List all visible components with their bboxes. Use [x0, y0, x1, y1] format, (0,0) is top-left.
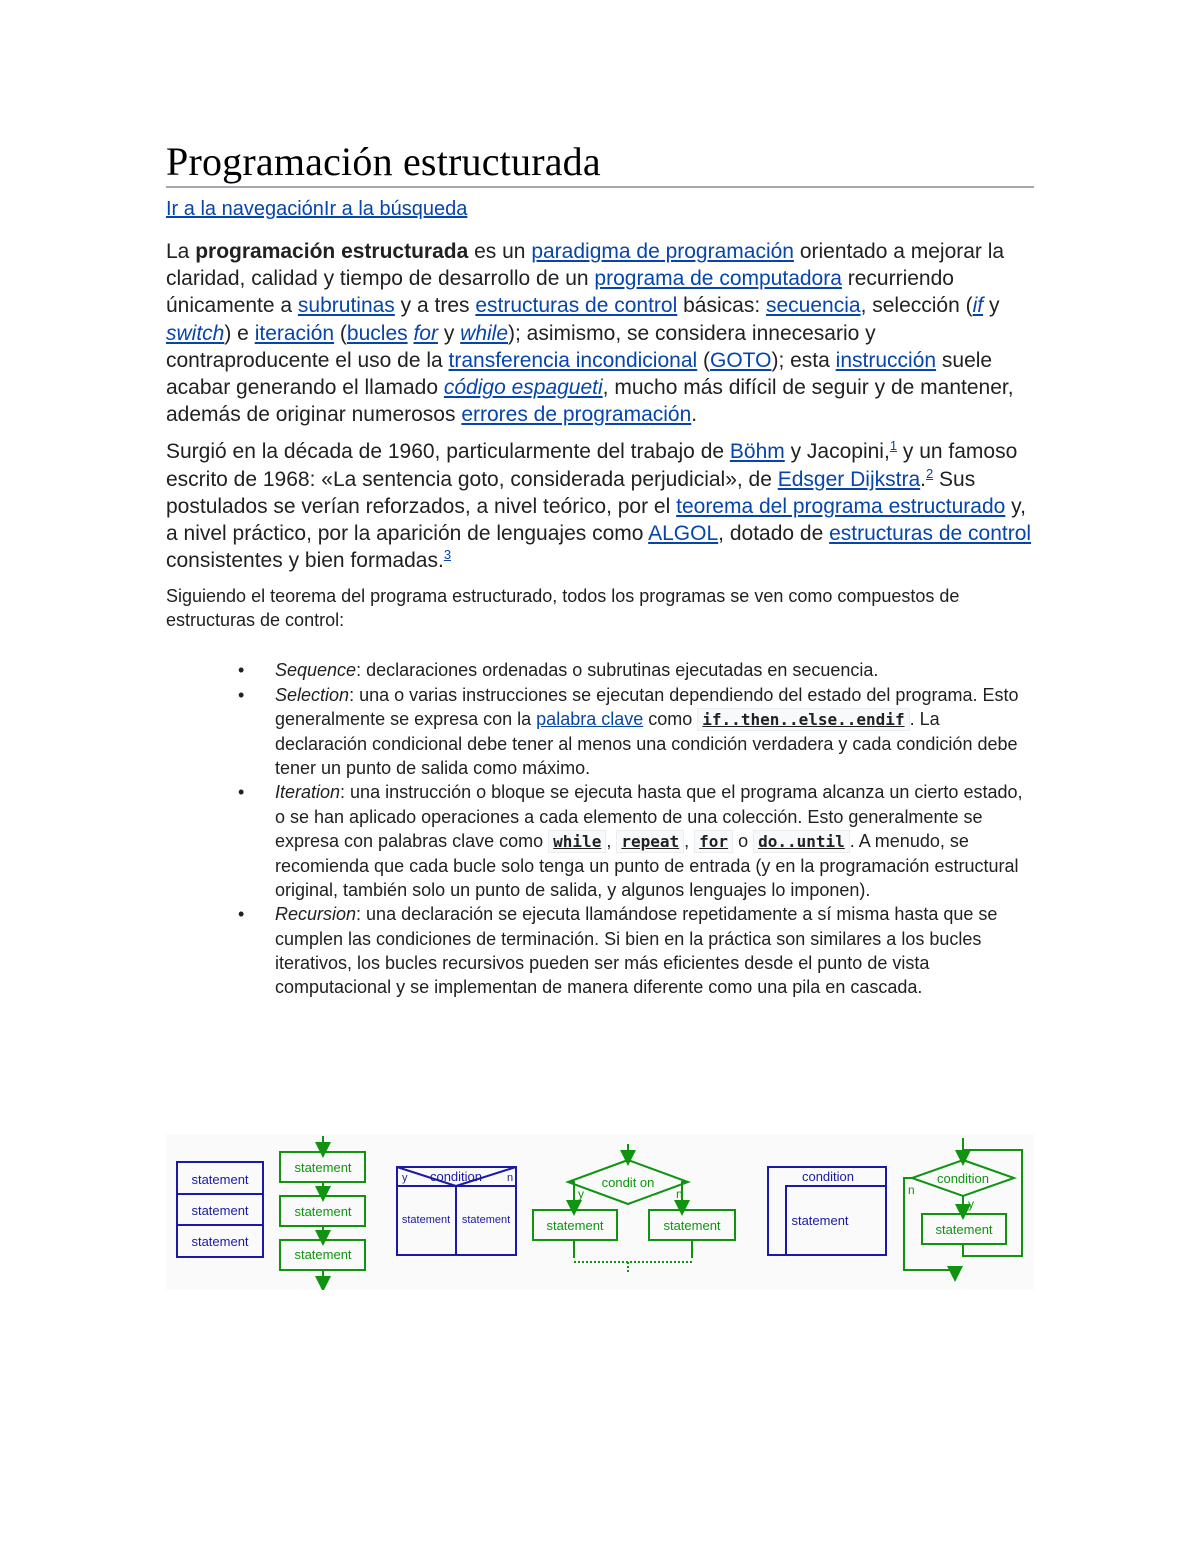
jump-to-search-link[interactable]: Ir a la búsqueda: [323, 198, 468, 220]
code-while[interactable]: while: [548, 830, 606, 853]
text: básicas:: [677, 294, 766, 318]
text: , mucho más difícil de seguir y de mantener, además de originar numerosos: [166, 376, 1014, 427]
link-bucles[interactable]: bucles: [346, 321, 408, 345]
bold-term: programación estructurada: [195, 240, 469, 263]
link-for[interactable]: for: [413, 321, 438, 345]
link-paradigma[interactable]: paradigma de programación: [531, 240, 794, 263]
statement-label: statement: [191, 1203, 249, 1218]
link-errores-de-programacion[interactable]: errores de programación: [461, 403, 692, 427]
statement-label: statement: [663, 1218, 721, 1233]
text: y a tres: [394, 294, 476, 318]
footnote-2-link[interactable]: 2: [925, 465, 934, 481]
history-paragraph: [166, 438, 1034, 574]
structures-intro-paragraph: Siguiendo el teorema del programa estructurado, todos los programas se ven como compuestos de estructuras de control:: [166, 586, 960, 631]
text: es un: [468, 240, 532, 263]
text: : una instrucción o bloque se ejecuta hasta que el programa alcanza un cierto estado, o se han aplicado operaciones a cada elemento de una colección. Esto generalmente se expresa con palabras clave como: [275, 782, 1023, 851]
text: recurriendo únicamente a: [166, 267, 954, 318]
text: : una o varias instrucciones se ejecutan dependiendo del estado del programa. Esto generalmente se expresa con la: [275, 684, 1019, 729]
text: Sus postulados se verían reforzados, a nivel teórico, por el: [166, 467, 976, 518]
page-title: Programación estructurada: [166, 139, 601, 184]
text: y: [983, 294, 1000, 318]
text: ); esta: [771, 348, 836, 372]
code-for[interactable]: for: [694, 830, 733, 853]
list-item-sequence: [238, 658, 1034, 682]
text: , selección (: [860, 294, 973, 318]
term-sequence: Sequence: [275, 660, 357, 681]
bullet: •: [238, 684, 245, 705]
link-edsger-dijkstra[interactable]: Edsger Dijkstra: [777, 467, 921, 491]
list-item-selection: [238, 683, 1034, 781]
statement-label: statement: [294, 1247, 352, 1262]
statement-label: statement: [191, 1172, 249, 1187]
statement-label: statement: [791, 1213, 849, 1228]
text: ) e: [224, 321, 255, 345]
yes-label: y: [402, 1172, 408, 1184]
text: , dotado de: [718, 522, 830, 546]
text: o: [733, 830, 754, 851]
text: : declaraciones ordenadas o subrutinas ejecutadas en secuencia.: [356, 660, 879, 681]
link-bohm[interactable]: Böhm: [729, 440, 785, 464]
text: y un famoso escrito de 1968: «La sentencia goto, considerada perjudicial», de: [166, 440, 1018, 491]
link-goto[interactable]: GOTO: [710, 348, 772, 372]
link-programa-de-computadora[interactable]: programa de computadora: [594, 267, 842, 291]
footnote-1-link[interactable]: 1: [889, 438, 898, 454]
footnote-3-link[interactable]: 3: [443, 547, 452, 563]
bullet: •: [238, 782, 245, 803]
text: (: [334, 321, 347, 345]
code-do-until[interactable]: do..until: [753, 830, 850, 853]
condition-label: condition: [801, 1169, 855, 1184]
text: . A menudo, se recomienda que cada bucle solo tenga un punto de entrada (y en la programación estructural original, también solo un punto de salida, y algunos lenguajes lo imponen).: [275, 830, 1019, 901]
condition-label: condition: [936, 1171, 990, 1186]
statement-label: statement: [401, 1214, 451, 1226]
statement-label: statement: [294, 1160, 352, 1175]
text: ); asimismo, se considera innecesario y contraproducente el uso de la: [166, 321, 876, 372]
link-while[interactable]: while: [460, 321, 509, 345]
bullet: •: [238, 904, 245, 925]
list-item-recursion: [238, 902, 1034, 999]
link-palabra-clave[interactable]: palabra clave: [536, 708, 644, 729]
link-instruccion[interactable]: instrucción: [835, 348, 937, 372]
link-algol[interactable]: ALGOL: [648, 522, 719, 546]
link-codigo-espagueti[interactable]: código espagueti: [443, 376, 603, 400]
term-recursion: Recursion: [275, 904, 357, 925]
condition-label: condit on: [601, 1175, 655, 1190]
term-iteration: Iteration: [275, 782, 341, 803]
control-structures-list: [166, 658, 1034, 999]
link-secuencia[interactable]: secuencia: [766, 294, 861, 318]
link-estructuras-de-control-2[interactable]: estructuras de control: [829, 522, 1032, 546]
link-switch[interactable]: switch: [166, 321, 225, 345]
text: (: [697, 348, 711, 372]
text: .: [691, 403, 698, 427]
code-if-then-else[interactable]: if..then..else..endif: [697, 708, 909, 731]
term-selection: Selection: [275, 684, 350, 705]
no-label: n: [507, 1172, 514, 1184]
link-if[interactable]: if: [972, 294, 984, 318]
text: como: [643, 708, 698, 729]
link-teorema-del-programa-estructurado[interactable]: teorema del programa estructurado: [676, 494, 1006, 518]
no-label: n: [676, 1187, 683, 1201]
bullet: •: [238, 660, 245, 681]
text: y Jacopini,: [784, 440, 890, 464]
text: : una declaración se ejecuta llamándose repetidamente a sí misma hasta que se cumplen las condiciones de terminación. Si bien en la práctica son similares a los bucles iterativos, los bucles recursivos pueden ser más eficientes desde el punto de vista computacional y se implementan de manera diferente como una pila en cascada.: [275, 904, 998, 998]
jump-to-navigation-link[interactable]: Ir a la navegación: [166, 198, 324, 220]
text: .: [920, 467, 926, 491]
text: ,: [606, 830, 617, 851]
text: La: [166, 240, 196, 263]
article: [166, 138, 1034, 999]
link-estructuras-de-control[interactable]: estructuras de control: [475, 294, 678, 318]
title-divider: [166, 186, 1034, 188]
yes-label: y: [968, 1197, 974, 1211]
link-iteracion[interactable]: iteración: [254, 321, 335, 345]
statement-label: statement: [294, 1204, 352, 1219]
jump-links: [166, 196, 1034, 222]
no-label: n: [908, 1183, 915, 1197]
statement-label: statement: [191, 1234, 249, 1249]
text: suele acabar generando el llamado: [166, 348, 993, 400]
code-repeat[interactable]: repeat: [616, 830, 684, 853]
list-item-iteration: [238, 780, 1034, 902]
text: orientado a mejorar la claridad, calidad y tiempo de desarrollo de un: [166, 240, 1005, 291]
text: y: [437, 321, 461, 345]
link-transferencia-incondicional[interactable]: transferencia incondicional: [448, 348, 698, 372]
intro-paragraph: [166, 238, 1034, 428]
text: ,: [684, 830, 695, 851]
text: . La declaración condicional debe tener al menos una condición verdadera y cada condición debe tener un punto de salida como máximo.: [275, 708, 1018, 779]
statement-label: statement: [935, 1222, 993, 1237]
text: Surgió en la década de 1960, particularmente del trabajo de: [166, 440, 730, 464]
statement-label: statement: [546, 1218, 604, 1233]
yes-label: y: [578, 1187, 584, 1201]
link-subrutinas[interactable]: subrutinas: [297, 294, 395, 318]
condition-label: condition: [429, 1169, 483, 1184]
control-structures-diagram: [166, 1134, 1034, 1290]
statement-label: statement: [461, 1214, 511, 1226]
text: consistentes y bien formadas.: [166, 549, 444, 573]
text: y, a nivel práctico, por la aparición de lenguajes como: [166, 494, 1026, 546]
